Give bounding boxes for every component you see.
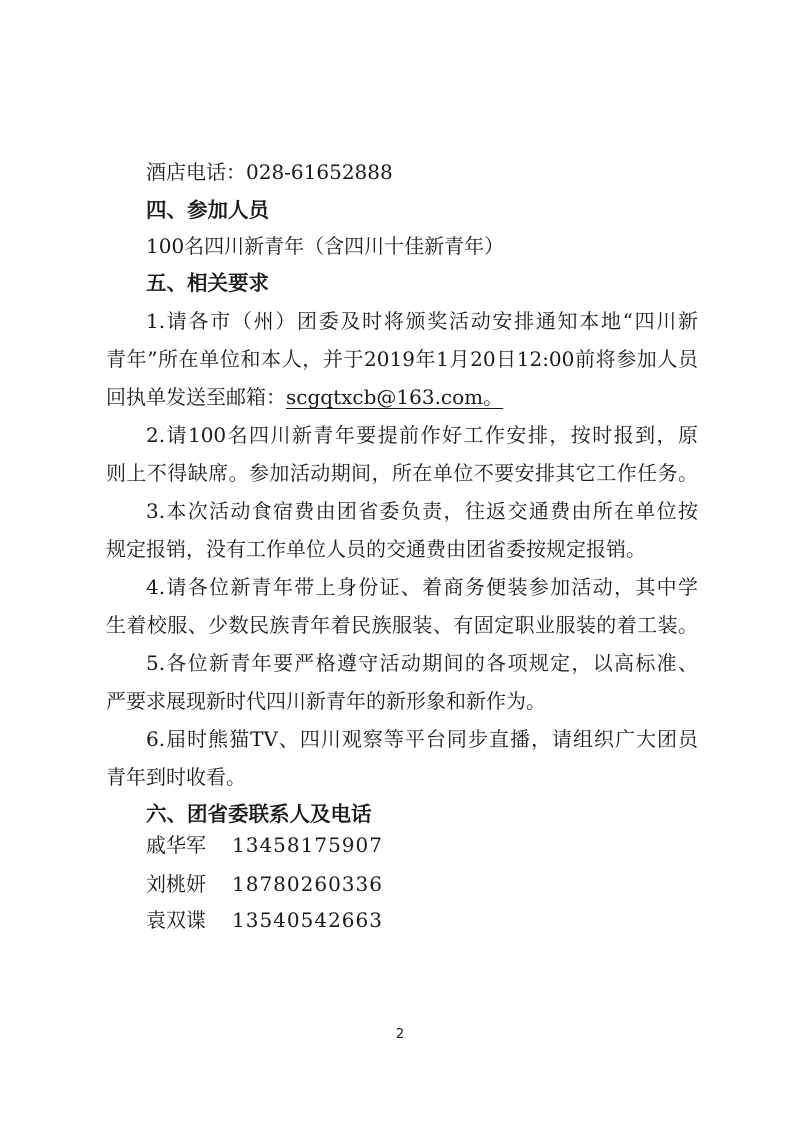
item-4-line-1: 4.请各位新青年带上身份证、着商务便装参加活动，其中学 [146,575,698,599]
email-prompt: 回执单发送至邮箱： [106,385,286,409]
contact-row [146,869,383,899]
item-1-line-3 [106,382,503,412]
email-address: scgqtxcb@163.com。 [286,385,504,409]
item-4-line-2: 生着校服、少数民族青年着民族服装、有固定职业服装的着工装。 [106,613,698,637]
hotel-phone-label: 酒店电话： [146,160,246,184]
section-4-heading: 四、参加人员 [146,198,269,222]
page-number: 2 [395,1027,405,1042]
item-2-line-2: 则上不得缺席。参加活动期间，所在单位不要安排其它工作任务。 [106,461,698,485]
contact-name: 刘桃妍 [146,872,206,896]
contact-phone: 13458175907 [232,833,383,857]
item-2-line-1: 2.请100名四川新青年要提前作好工作安排，按时报到，原 [146,423,698,447]
item-1-line-1: 1.请各市（州）团委及时将颁奖活动安排通知本地“四川新 [146,309,698,333]
contact-name: 戚华军 [146,833,206,857]
contact-phone: 18780260336 [232,872,383,896]
item-5-line-1: 5.各位新青年要严格遵守活动期间的各项规定，以高标准、 [146,651,698,675]
item-6-line-1: 6.届时熊猫TV、四川观察等平台同步直播，请组织广大团员 [146,727,698,751]
item-3-line-2: 规定报销，没有工作单位人员的交通费由团省委按规定报销。 [106,537,646,561]
item-6-line-2: 青年到时收看。 [106,765,246,789]
item-1-line-2: 青年”所在单位和本人，并于2019年1月20日12:00前将参加人员 [106,347,698,371]
section-6-heading: 六、团省委联系人及电话 [146,802,372,826]
section-5-heading: 五、相关要求 [146,271,269,295]
contact-row [146,830,383,860]
contact-row [146,905,383,935]
contact-name: 袁双谍 [146,908,206,932]
item-3-line-1: 3.本次活动食宿费由团省委负责，往返交通费由所在单位按 [146,499,698,523]
hotel-phone-line [146,157,393,187]
item-5-line-2: 严要求展现新时代四川新青年的新形象和新作为。 [106,689,546,713]
hotel-phone-number: 028-61652888 [246,160,393,184]
section-4-text: 100名四川新青年（含四川十佳新青年） [146,234,505,258]
contact-phone: 13540542663 [232,908,383,932]
